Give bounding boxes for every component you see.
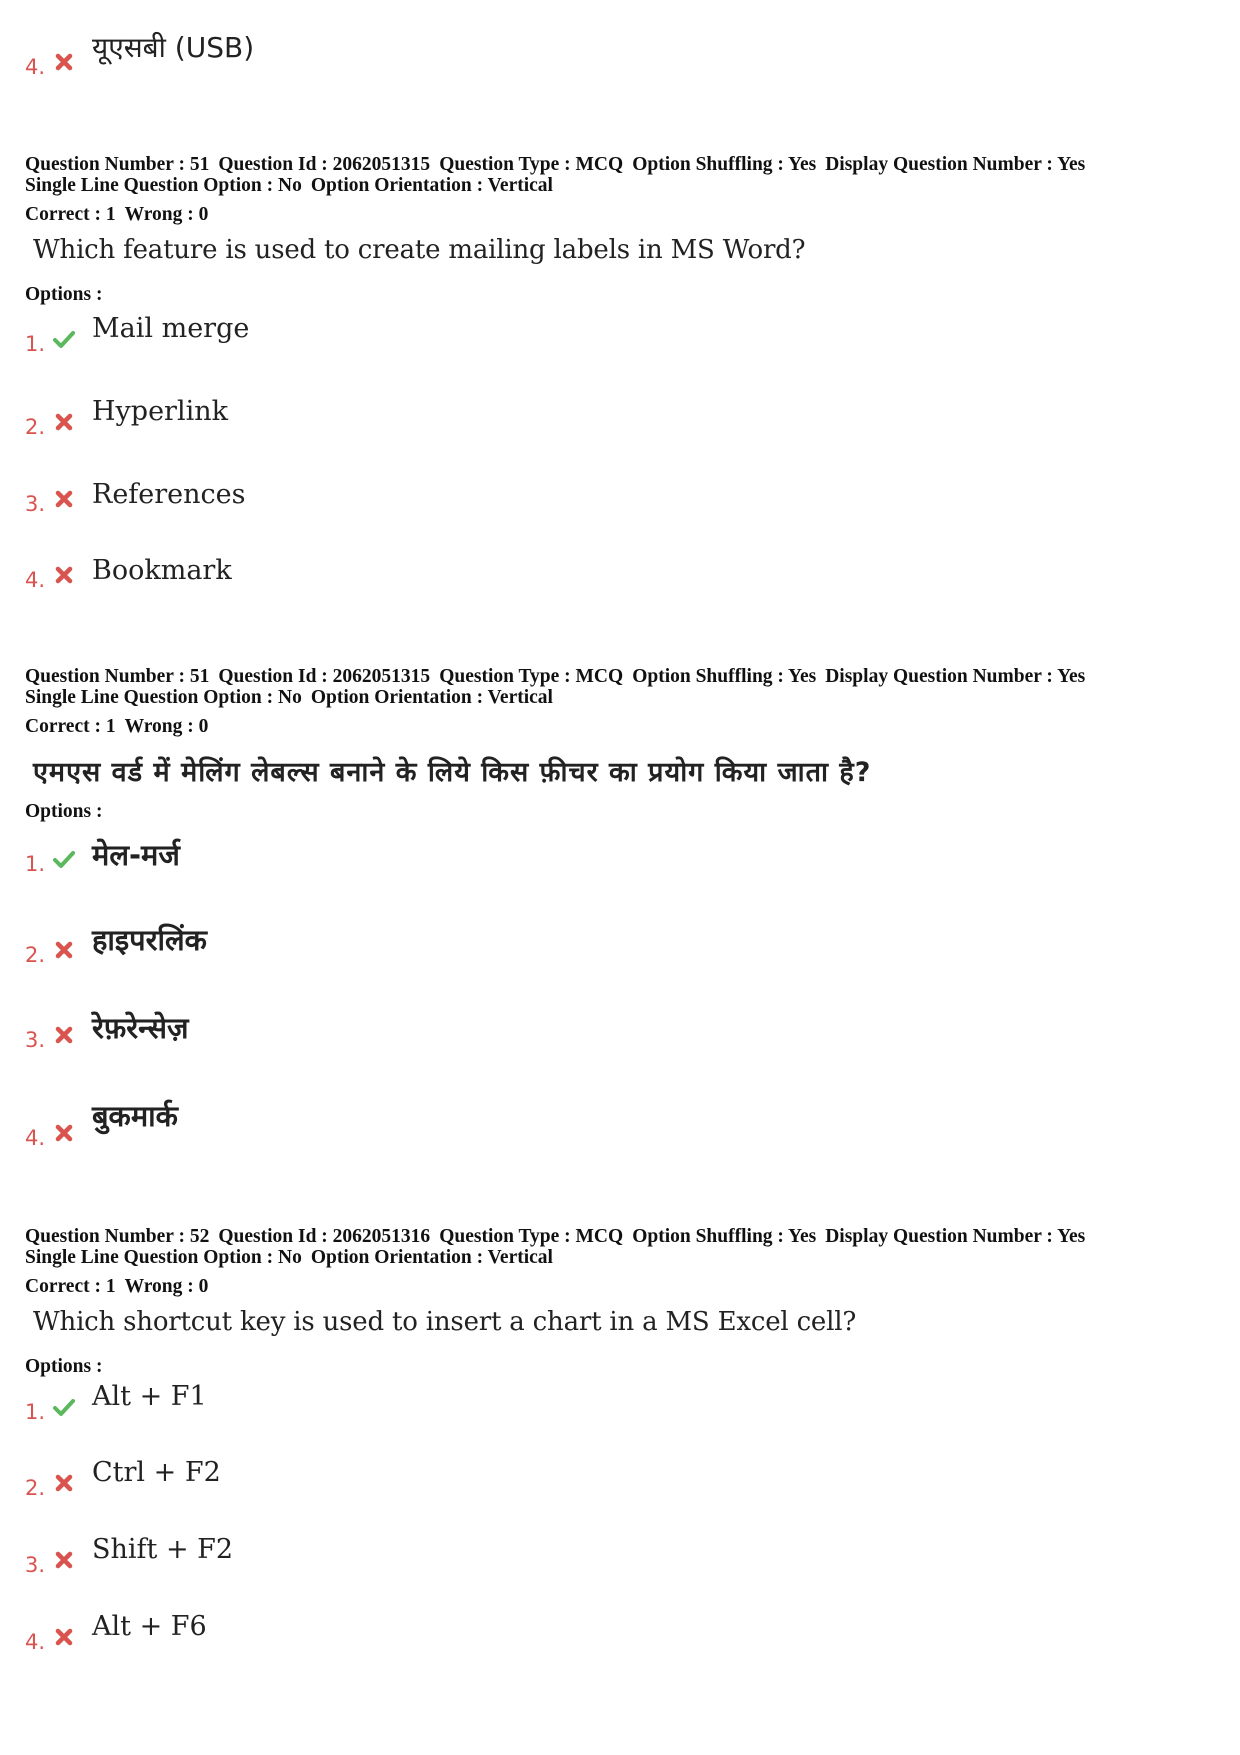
option-number: 3. (25, 492, 46, 516)
option-text: रेफ़रेन्सेज़ (92, 1011, 189, 1045)
option-text: References (92, 479, 246, 510)
option-text: Alt + F1 (92, 1381, 207, 1412)
option-number: 2. (25, 1476, 46, 1500)
option-number: 3. (25, 1028, 46, 1052)
correct-check-icon (52, 327, 76, 351)
correct-check-icon (52, 847, 76, 871)
question-meta-line2: Single Line Question Option : No Option Orientation : Vertical (25, 175, 553, 196)
option-number: 1. (25, 852, 46, 876)
option-text: बुकमार्क (92, 1099, 178, 1133)
wrong-cross-icon (52, 410, 76, 434)
wrong-cross-icon (52, 50, 76, 74)
option-text: Bookmark (92, 555, 232, 586)
option-number: 1. (25, 332, 46, 356)
question-meta-line2: Single Line Question Option : No Option Orientation : Vertical (25, 1247, 553, 1268)
question-text: एमएस वर्ड में मेलिंग लेबल्स बनाने के लिये किस फ़ीचर का प्रयोग किया जाता है? (33, 757, 872, 788)
question-meta-line1: Question Number : 51 Question Id : 2062051315 Question Type : MCQ Option Shuffling : Yes Display Question Number : Yes (25, 154, 1086, 175)
question-text: Which shortcut key is used to insert a chart in a MS Excel cell? (33, 1307, 857, 1337)
option-number: 4. (25, 55, 46, 79)
option-number: 4. (25, 1126, 46, 1150)
wrong-cross-icon (52, 1023, 76, 1047)
question-meta-line2: Single Line Question Option : No Option Orientation : Vertical (25, 687, 553, 708)
options-label: Options : (25, 1356, 103, 1377)
option-number: 1. (25, 1400, 46, 1424)
option-number: 4. (25, 568, 46, 592)
option-text: मेल-मर्ज (92, 838, 180, 872)
option-text: Mail merge (92, 313, 250, 344)
option-text: Alt + F6 (92, 1611, 207, 1642)
option-text: Shift + F2 (92, 1534, 234, 1565)
options-label: Options : (25, 284, 103, 305)
question-marks: Correct : 1 Wrong : 0 (25, 1276, 209, 1297)
option-text: Hyperlink (92, 396, 228, 427)
question-marks: Correct : 1 Wrong : 0 (25, 716, 209, 737)
option-number: 4. (25, 1630, 46, 1654)
option-text: हाइपरलिंक (92, 923, 207, 957)
wrong-cross-icon (52, 1471, 76, 1495)
options-label: Options : (25, 801, 103, 822)
option-number: 3. (25, 1553, 46, 1577)
question-meta-line1: Question Number : 52 Question Id : 2062051316 Question Type : MCQ Option Shuffling : Yes Display Question Number : Yes (25, 1226, 1086, 1247)
option-text: यूएसबी (USB) (92, 31, 255, 64)
question-text: Which feature is used to create mailing labels in MS Word? (33, 235, 806, 265)
wrong-cross-icon (52, 938, 76, 962)
wrong-cross-icon (52, 1625, 76, 1649)
correct-check-icon (52, 1395, 76, 1419)
wrong-cross-icon (52, 563, 76, 587)
option-number: 2. (25, 415, 46, 439)
wrong-cross-icon (52, 1121, 76, 1145)
question-meta-line1: Question Number : 51 Question Id : 2062051315 Question Type : MCQ Option Shuffling : Yes Display Question Number : Yes (25, 666, 1086, 687)
wrong-cross-icon (52, 487, 76, 511)
question-marks: Correct : 1 Wrong : 0 (25, 204, 209, 225)
wrong-cross-icon (52, 1548, 76, 1572)
option-number: 2. (25, 943, 46, 967)
option-text: Ctrl + F2 (92, 1457, 221, 1488)
